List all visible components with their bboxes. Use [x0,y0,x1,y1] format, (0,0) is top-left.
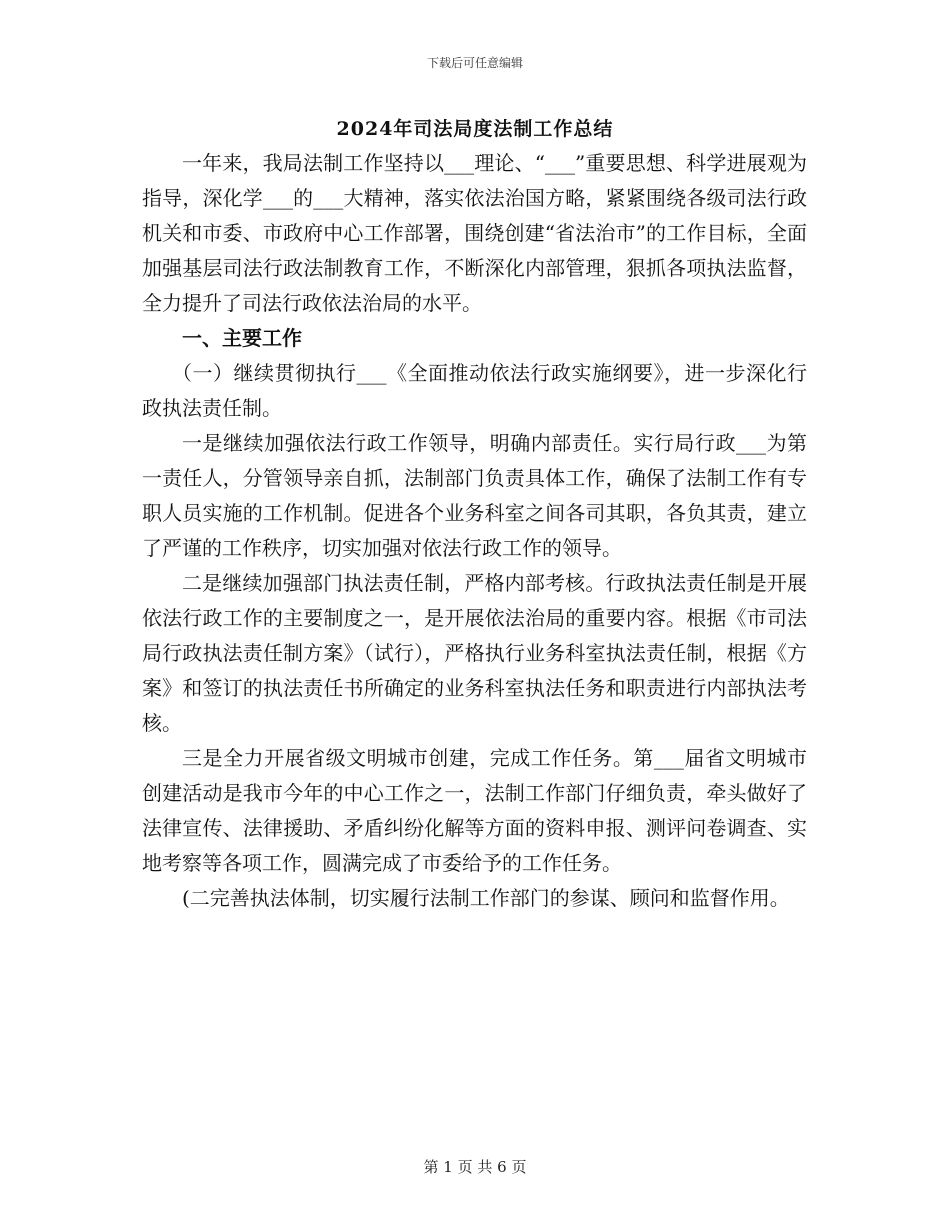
paragraph-point-1: 一是继续加强依法行政工作领导，明确内部责任。实行局行政___为第一责任人，分管领导亲自抓，法制部门负责具体工作，确保了法制工作有专职人员实施的工作机制。促进各个业务科室之间各司其职，各负其责，建立了严谨的工作秩序，切实加强对依法行政工作的领导。 [142,431,807,560]
paragraph-subsection-1: （一）继续贯彻执行___《全面推动依法行政实施纲要》，进一步深化行政执法责任制。 [142,361,807,420]
document-title: 2024年司法局度法制工作总结 [336,118,614,140]
paragraph-subsection-2: (二完善执法体制，切实履行法制工作部门的参谋、顾问和监督作用。 [182,886,790,910]
section-heading-main-work: 一、主要工作 [182,326,302,350]
paragraph-intro: 一年来，我局法制工作坚持以___理论、“___”重要思想、科学进展观为指导，深化学___的___大精神，落实依法治国方略，紧紧围绕各级司法行政机关和市委、市政府中心工作部署，围绕创建“省法治市”的工作目标，全面加强基层司法行政法制教育工作，不断深化内部管理，狠抓各项执法监督，全力提升了司法行政依法治局的水平。 [142,151,807,315]
header-note: 下载后可任意编辑 [426,56,523,70]
page-footer: 第 1 页 共 6 页 [423,1158,527,1176]
paragraph-point-2: 二是继续加强部门执法责任制，严格内部考核。行政执法责任制是开展依法行政工作的主要制度之一，是开展依法治局的重要内容。根据《市司法局行政执法责任制方案》（试行），严格执行业务科室执法责任制，根据《方案》和签订的执法责任书所确定的业务科室执法任务和职责进行内部执法考核。 [142,571,807,735]
paragraph-point-3: 三是全力开展省级文明城市创建，完成工作任务。第___届省文明城市创建活动是我市今年的中心工作之一，法制工作部门仔细负责，牵头做好了法律宣传、法律援助、矛盾纠纷化解等方面的资料申报、测评问卷调查、实地考察等各项工作，圆满完成了市委给予的工作任务。 [142,746,807,875]
document-body [142,146,807,916]
